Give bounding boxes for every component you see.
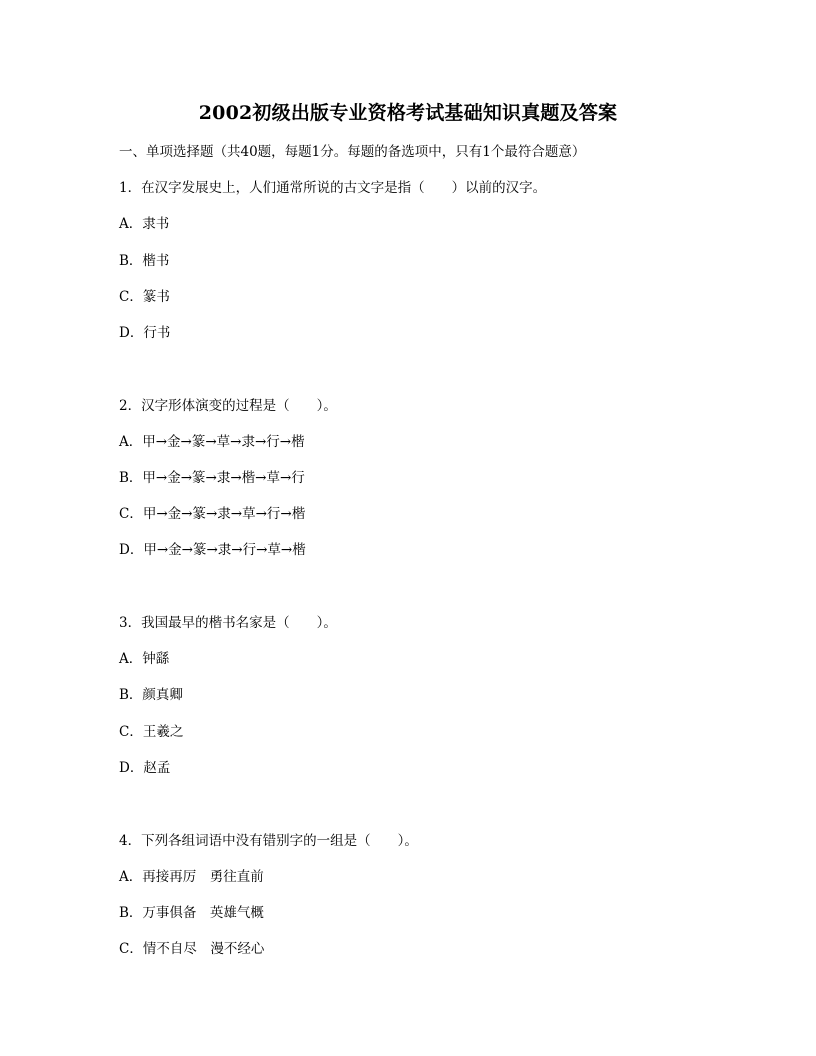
question-stem: 4．下列各组词语中没有错别字的一组是（ ）。 <box>119 832 418 849</box>
option-d: D．行书 <box>119 324 171 341</box>
spacer <box>119 576 719 613</box>
option-c: C．情不自尽 漫不经心 <box>119 941 265 958</box>
question-3 <box>119 612 719 793</box>
option-a: A．甲→金→篆→草→隶→行→楷 <box>119 433 305 450</box>
option-b: B．甲→金→篆→隶→楷→草→行 <box>119 470 305 486</box>
option-b: B．颜真卿 <box>119 687 183 704</box>
question-stem: 1．在汉字发展史上，人们通常所说的古文字是指（ ）以前的汉字。 <box>119 180 547 197</box>
option-a: A．再接再厉 勇往直前 <box>119 868 264 885</box>
option-a: A．钟繇 <box>119 651 170 668</box>
option-b: B．楷书 <box>119 252 170 269</box>
question-4 <box>119 830 719 975</box>
question-1 <box>119 177 719 358</box>
option-b: B．万事俱备 英雄气概 <box>119 904 264 921</box>
spacer <box>119 793 719 830</box>
option-d: D．甲→金→篆→隶→行→草→楷 <box>119 542 306 559</box>
question-stem: 3．我国最早的楷书名家是（ ）。 <box>119 615 337 632</box>
option-d: D．赵孟 <box>119 759 171 776</box>
section-heading: 一、单项选择题（共40题，每题1分。每题的备选项中，只有1个最符合题意） <box>119 144 586 160</box>
question-stem: 2．汉字形体演变的过程是（ ）。 <box>119 397 337 414</box>
question-2 <box>119 395 719 576</box>
option-c: C．甲→金→篆→隶→草→行→楷 <box>119 506 306 523</box>
spacer <box>119 358 719 395</box>
document-title: 2002初级出版专业资格考试基础知识真题及答案 <box>198 102 618 124</box>
option-c: C．篆书 <box>119 288 170 305</box>
document-body <box>119 141 719 974</box>
option-a: A．隶书 <box>119 216 170 233</box>
option-c: C．王羲之 <box>119 723 184 740</box>
